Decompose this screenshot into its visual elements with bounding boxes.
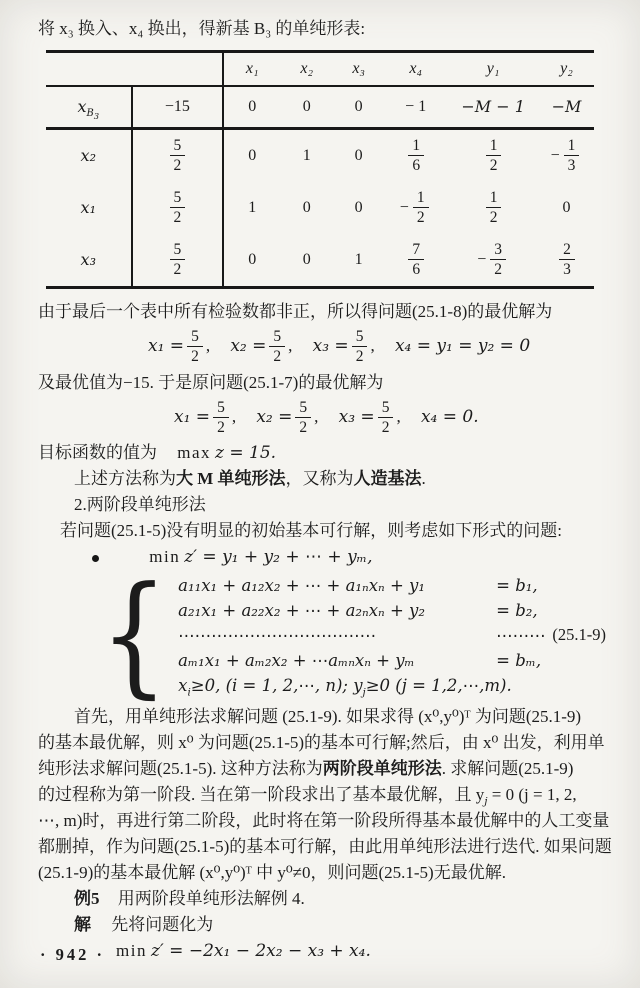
eq-term: x₄ = 0. [420,406,479,427]
example-tag: 例5 [74,889,100,909]
paragraph-line: 首先，用单纯形法求解问题 (25.1-9). 如果求得 (x⁰,y⁰)ᵀ 为问题(25.1-9) [74,707,582,727]
system-line: aₘ₁x₁ + aₘ₂x₂ + ⋯aₘₙxₙ + yₘ = bₘ, [178,650,542,670]
ink-mark [92,555,99,562]
paragraph-line: 的基本最优解，则 x⁰ 为问题(25.1-5)的基本可行解;然后，由 x⁰ 出发，利用单 [38,733,605,753]
table-row [46,182,594,234]
section-heading: 2.两阶段单纯形法 [74,495,206,515]
paragraph-conclusion: 由于最后一个表中所有检验数都非正，所以得问题(25.1-8)的最优解为 [38,302,553,321]
fraction: $\frac{5}{2}$ [170,137,186,176]
table-cell: 0 [354,147,363,164]
eq-term: x₂ = [256,406,293,427]
problem-intro-line: 若问题(25.1-5)没有明显的初始基本可行解，则考虑如下形式的问题: [60,521,562,541]
table-cell: $\frac{1}{2}$ [447,129,539,183]
table-cell: $\frac{2}{3}$ [539,234,594,288]
fraction: $\frac{5}{2}$ [170,189,186,228]
corner-cell [46,52,132,87]
col-header-y1: y₁ [447,52,539,87]
example-line: 例5 用两阶段单纯形法解例 4. [74,889,305,909]
optimal-value-line: 及最优值为−15. 于是原问题(25.1-7)的最优解为 [38,372,384,392]
row-value [132,129,224,183]
table-cell: $\frac{1}{2}$ [447,182,539,234]
min-objective-line: min z′ = y₁ + y₂ + ⋯ + yₘ, [38,544,608,570]
objective-value: −15 [132,86,224,129]
eq-term: x₂ = [230,336,267,357]
system-line: a₁₁x₁ + a₁₂x₂ + ⋯ + a₁ₙxₙ + y₁ = b₁, [178,575,538,595]
objective-row [46,86,594,129]
fraction: $\frac{5}{2}$ [378,399,394,438]
table-cell: 1 [354,251,363,268]
row-label: x₁ [80,198,96,217]
table-cell: 0 [280,86,333,129]
table-cell: − $\frac{3}{2}$ [447,234,539,288]
bold-term: 两阶段单纯形法 [322,759,442,779]
row-label: x₂ [80,146,96,165]
min-objective-line-2: min z′ = −2x₁ − 2x₂ − x₃ + x₄. [116,941,371,962]
table-cell: − 1 [384,86,447,129]
col-header-x4: x₄ [384,52,447,87]
table-cell: 0 [223,86,280,129]
paragraph-line: 纯形法求解问题(25.1-5). 这种方法称为两阶段单纯形法. 求解问题(25.1-9) [38,759,574,779]
table-cell: 1 [302,147,311,164]
equation-system-25-1-9 [94,558,608,712]
table-cell: − $\frac{1}{2}$ [384,182,447,234]
fraction: $\frac{5}{2}$ [269,328,285,367]
paragraph-line: (25.1-9)的基本最优解 (x⁰,y⁰)ᵀ 中 y⁰≠0，则问题(25.1-5)无最优解. [38,863,506,883]
fraction: $\frac{5}{2}$ [187,328,203,367]
table-cell: 0 [562,199,571,216]
basis-row-label: $x_{B_3}$ [46,86,132,129]
table-cell: $\frac{7}{6}$ [384,234,447,288]
corner-cell [132,52,224,87]
table-cell: 0 [302,199,311,216]
solution-tag: 解 [74,915,91,935]
eq-term: x₄ = y₁ = y₂ = 0 [394,336,531,357]
table-row [46,129,594,183]
table-cell: 0 [223,129,280,183]
fraction: $\frac{5}{2}$ [352,328,368,367]
solution-line: 解 先将问题化为 [74,915,214,935]
optimal-solution-eq-25-1-8: x₁ = $\frac{5}{2}$ , x₂ = $\frac{5}{2}$ , x₃ = $\frac{5}{2}$ , x₄ = y₁ = y₂ = 0 [148,328,531,366]
paragraph-line: 都删掉，作为问题(25.1-5)的基本可行解，由此用单纯形法进行迭代. 如果问题 [38,837,612,857]
system-lines [178,573,546,698]
optimal-solution-eq-25-1-7: x₁ = $\frac{5}{2}$ , x₂ = $\frac{5}{2}$ , x₃ = $\frac{5}{2}$ , x₄ = 0. [174,398,479,436]
col-header-x1: x₁ [223,52,280,87]
left-brace: { [100,558,169,712]
fraction: $\frac{5}{2}$ [295,399,311,438]
bold-term: 人造基法 [353,469,422,489]
simplex-tableau [46,50,594,289]
table-cell: 0 [354,199,363,216]
table-cell: 0 [223,234,280,288]
page-number: · 942 · [40,945,106,964]
system-line: ⋯⋯⋯⋯⋯⋯⋯⋯⋯⋯⋯⋯ ⋯⋯⋯ [178,625,546,645]
equation-number: (25.1-9) [552,625,606,645]
big-m-method-line: 上述方法称为大 M 单纯形法，又称为人造基法. [74,469,426,489]
fraction: $\frac{5}{2}$ [170,241,186,280]
eq-term: x₁ = [174,406,211,427]
table-row [46,234,594,288]
eq-term: x₃ = [338,406,375,427]
objective-value-line: 目标函数的值为 max z = 15. [38,443,277,464]
paragraph-two-phase [38,704,612,886]
paragraph-line: 的过程称为第一阶段. 当在第一阶段求出了基本最优解，且 $y_j = 0$ (j = 1, 2, [38,785,577,808]
table-cell: 0 [302,251,311,268]
col-header-x2: x₂ [280,52,333,87]
system-line: a₂₁x₁ + a₂₂x₂ + ⋯ + a₂ₙxₙ + y₂ = b₂, [178,600,538,620]
table-cell: 0 [333,86,384,129]
eq-term: x₃ = [312,336,349,357]
table-cell: − $\frac{1}{3}$ [539,129,594,183]
intro-line: 将 x₃ 换入、x₄ 换出，得新基 B₃ 的单纯形表: [38,19,366,38]
table-cell: −M − 1 [447,86,539,129]
col-header-y2: y₂ [539,52,594,87]
bold-term: 大 M 单纯形法 [176,469,286,489]
row-label: x₃ [80,250,96,269]
paragraph-line: ⋯, m)时，再进行第二阶段，此时将在第一阶段所得基本最优解中的人工变量 [38,811,610,831]
row-value [132,234,224,288]
fraction: $\frac{5}{2}$ [213,399,229,438]
eq-term: x₁ = [148,336,185,357]
col-header-x3: x₃ [333,52,384,87]
table-header-row [46,52,594,87]
table-cell: $\frac{1}{6}$ [384,129,447,183]
system-line-nonnegativity: $x_i\ge 0$, (i = 1, 2,⋯, n); $y_j\ge 0$ (j = 1,2,⋯,m). [178,675,512,698]
table-cell: −M [539,86,594,129]
row-value [132,182,224,234]
table-cell: 1 [223,182,280,234]
